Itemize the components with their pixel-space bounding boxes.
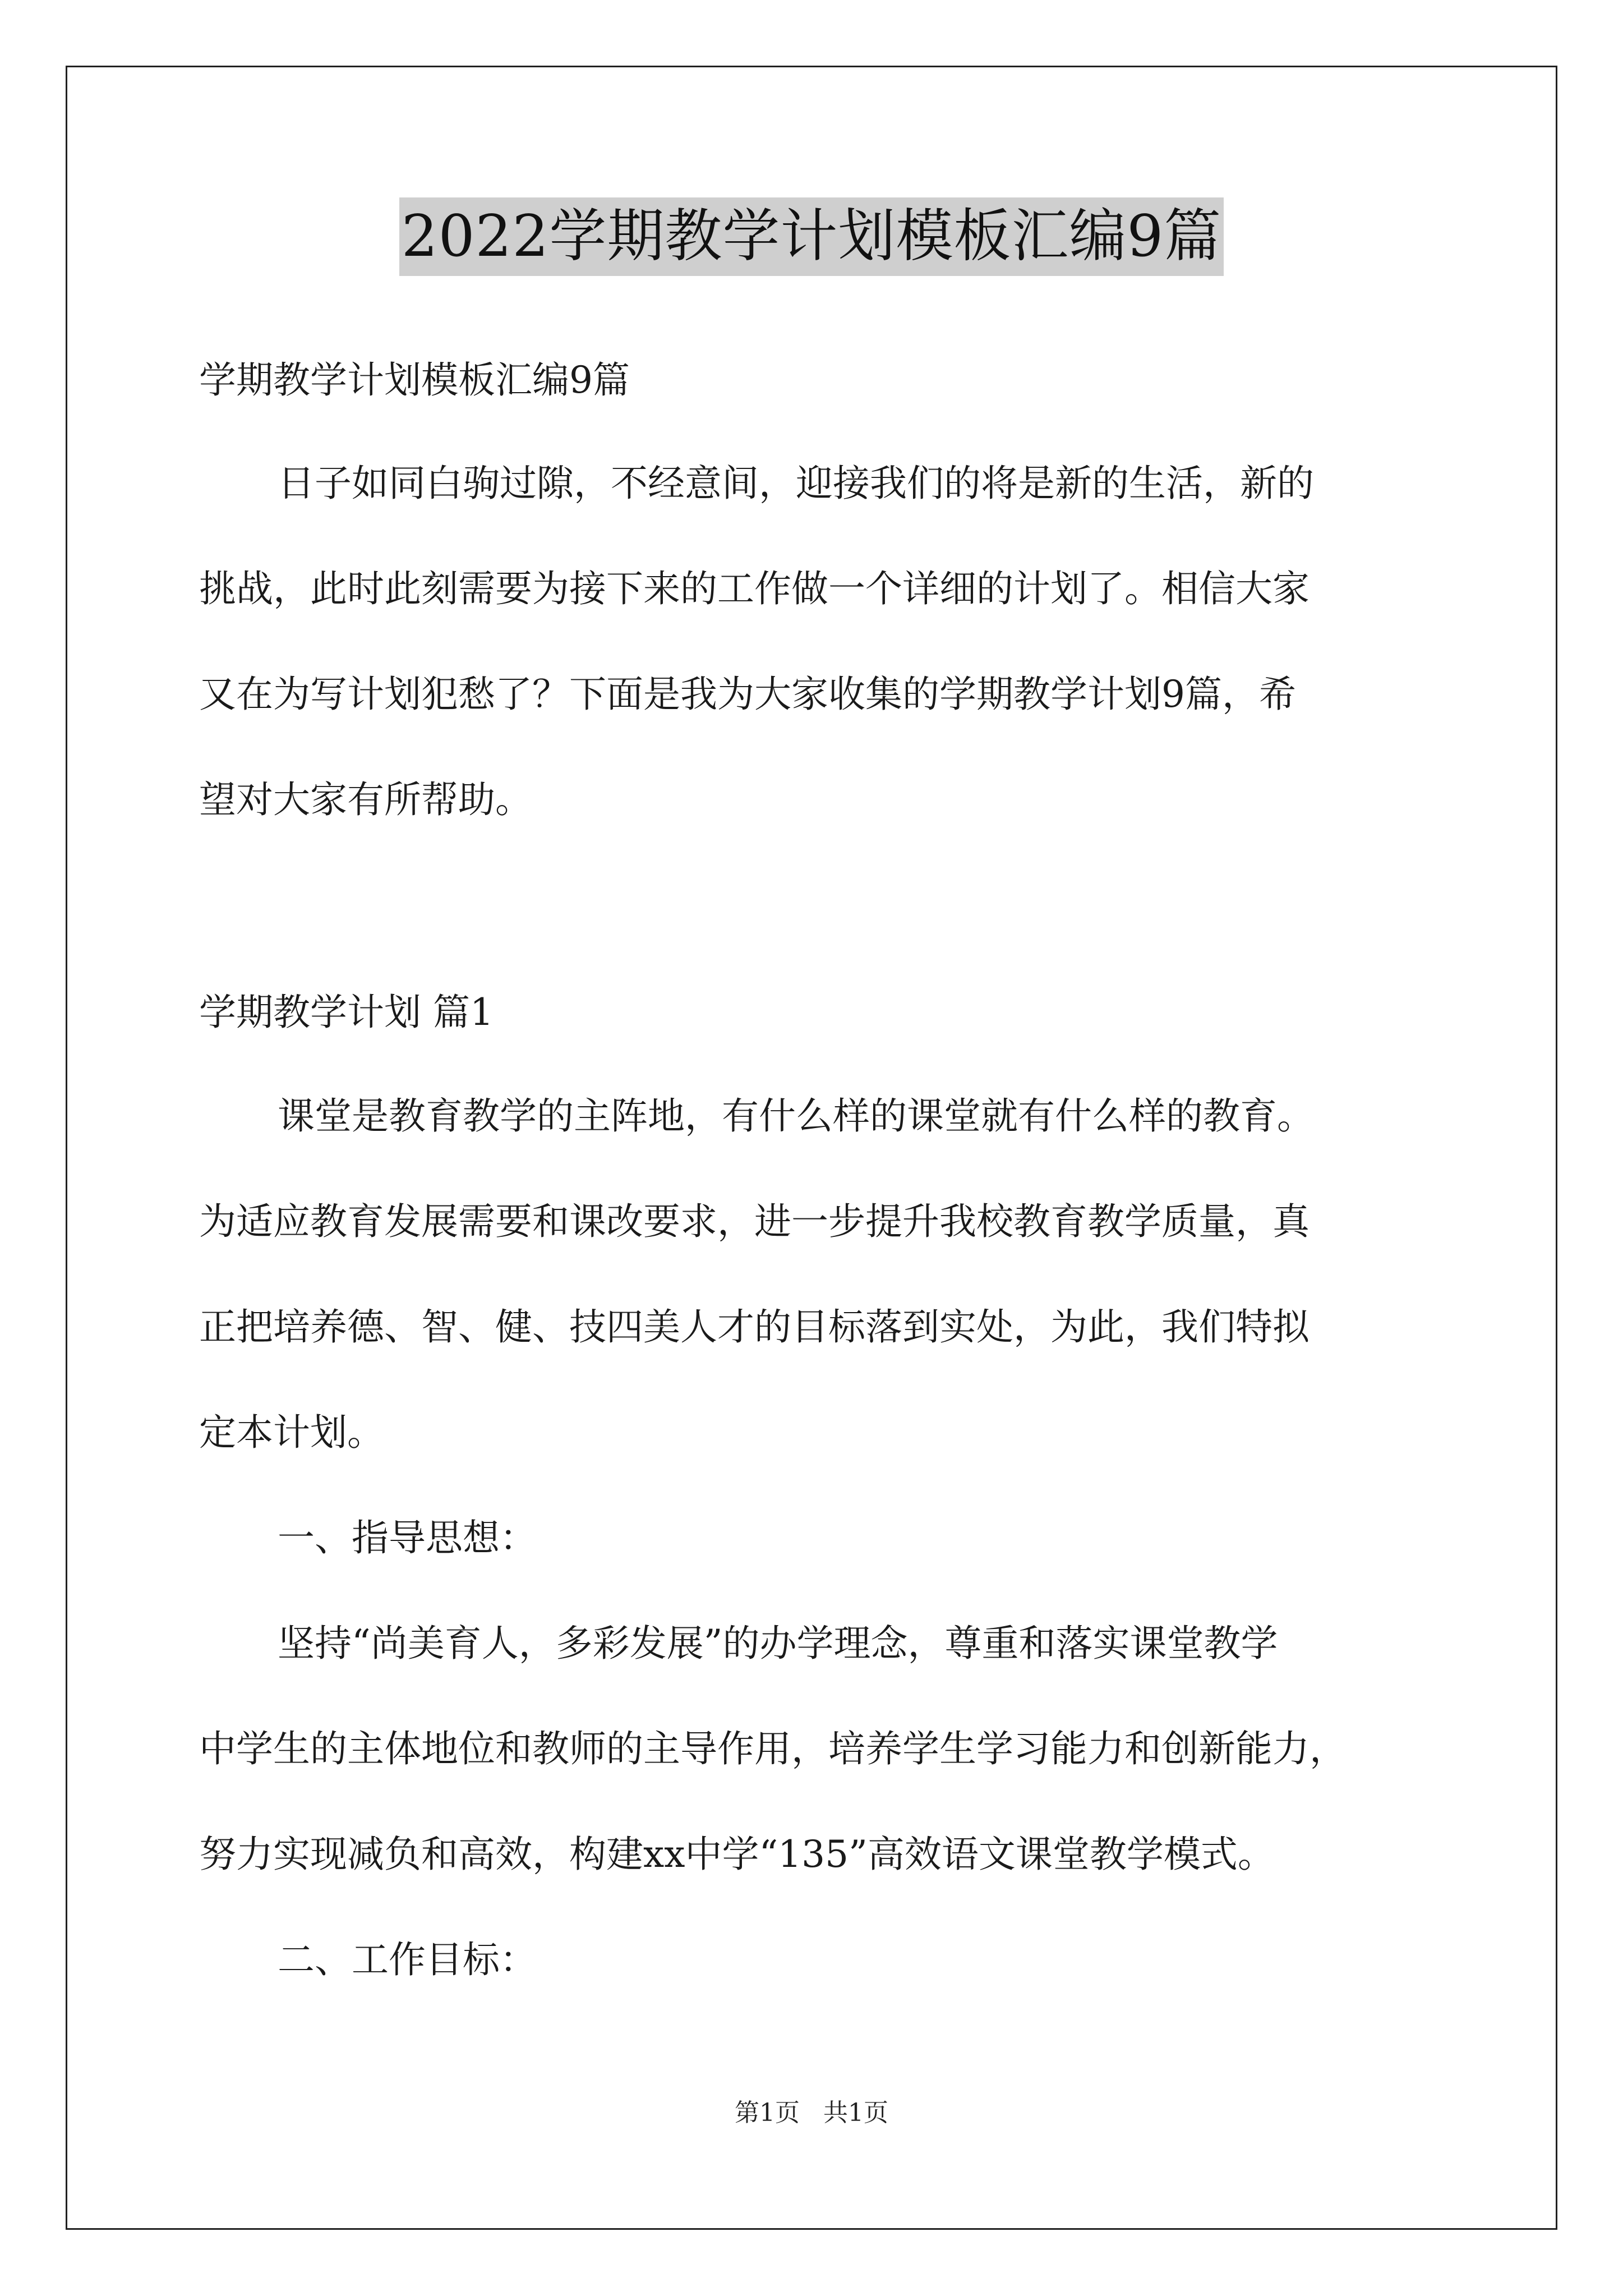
title-container — [0, 197, 1623, 276]
section-para-line-3: 正把培养德、智、健、技四美人才的目标落到实处，为此，我们特拟 — [199, 1305, 1310, 1349]
guide-para-line-3: 努力实现减负和高效，构建xx中学“135”高效语文课堂教学模式。 — [199, 1833, 1275, 1876]
section-para-line-4: 定本计划。 — [199, 1411, 384, 1454]
page-footer — [0, 2092, 1623, 2128]
document-title: 2022学期教学计划模板汇编9篇 — [399, 197, 1224, 276]
page-number: 第1页 — [735, 2099, 800, 2127]
intro-line-1: 日子如同白驹过隙，不经意间，迎接我们的将是新的生活，新的 — [278, 462, 1314, 505]
section-para-line-1: 课堂是教育教学的主阵地，有什么样的课堂就有什么样的教育。 — [278, 1094, 1314, 1138]
intro-line-4: 望对大家有所帮助。 — [199, 778, 532, 821]
guide-para-line-1: 坚持“尚美育人，多彩发展”的办学理念，尊重和落实课堂教学 — [278, 1622, 1278, 1665]
heading-work-goals: 二、工作目标： — [278, 1938, 537, 1981]
guide-para-line-2: 中学生的主体地位和教师的主导作用，培养学生学习能力和创新能力， — [199, 1727, 1347, 1770]
section-heading: 学期教学计划 篇1 — [199, 991, 494, 1034]
subtitle: 学期教学计划模板汇编9篇 — [199, 358, 630, 402]
intro-line-2: 挑战，此时此刻需要为接下来的工作做一个详细的计划了。相信大家 — [199, 567, 1310, 610]
heading-guiding-ideology: 一、指导思想： — [278, 1516, 537, 1559]
page-total: 共1页 — [823, 2099, 888, 2127]
section-para-line-2: 为适应教育发展需要和课改要求，进一步提升我校教育教学质量，真 — [199, 1200, 1310, 1243]
intro-line-3: 又在为写计划犯愁了？下面是我为大家收集的学期教学计划9篇，希 — [199, 673, 1296, 716]
